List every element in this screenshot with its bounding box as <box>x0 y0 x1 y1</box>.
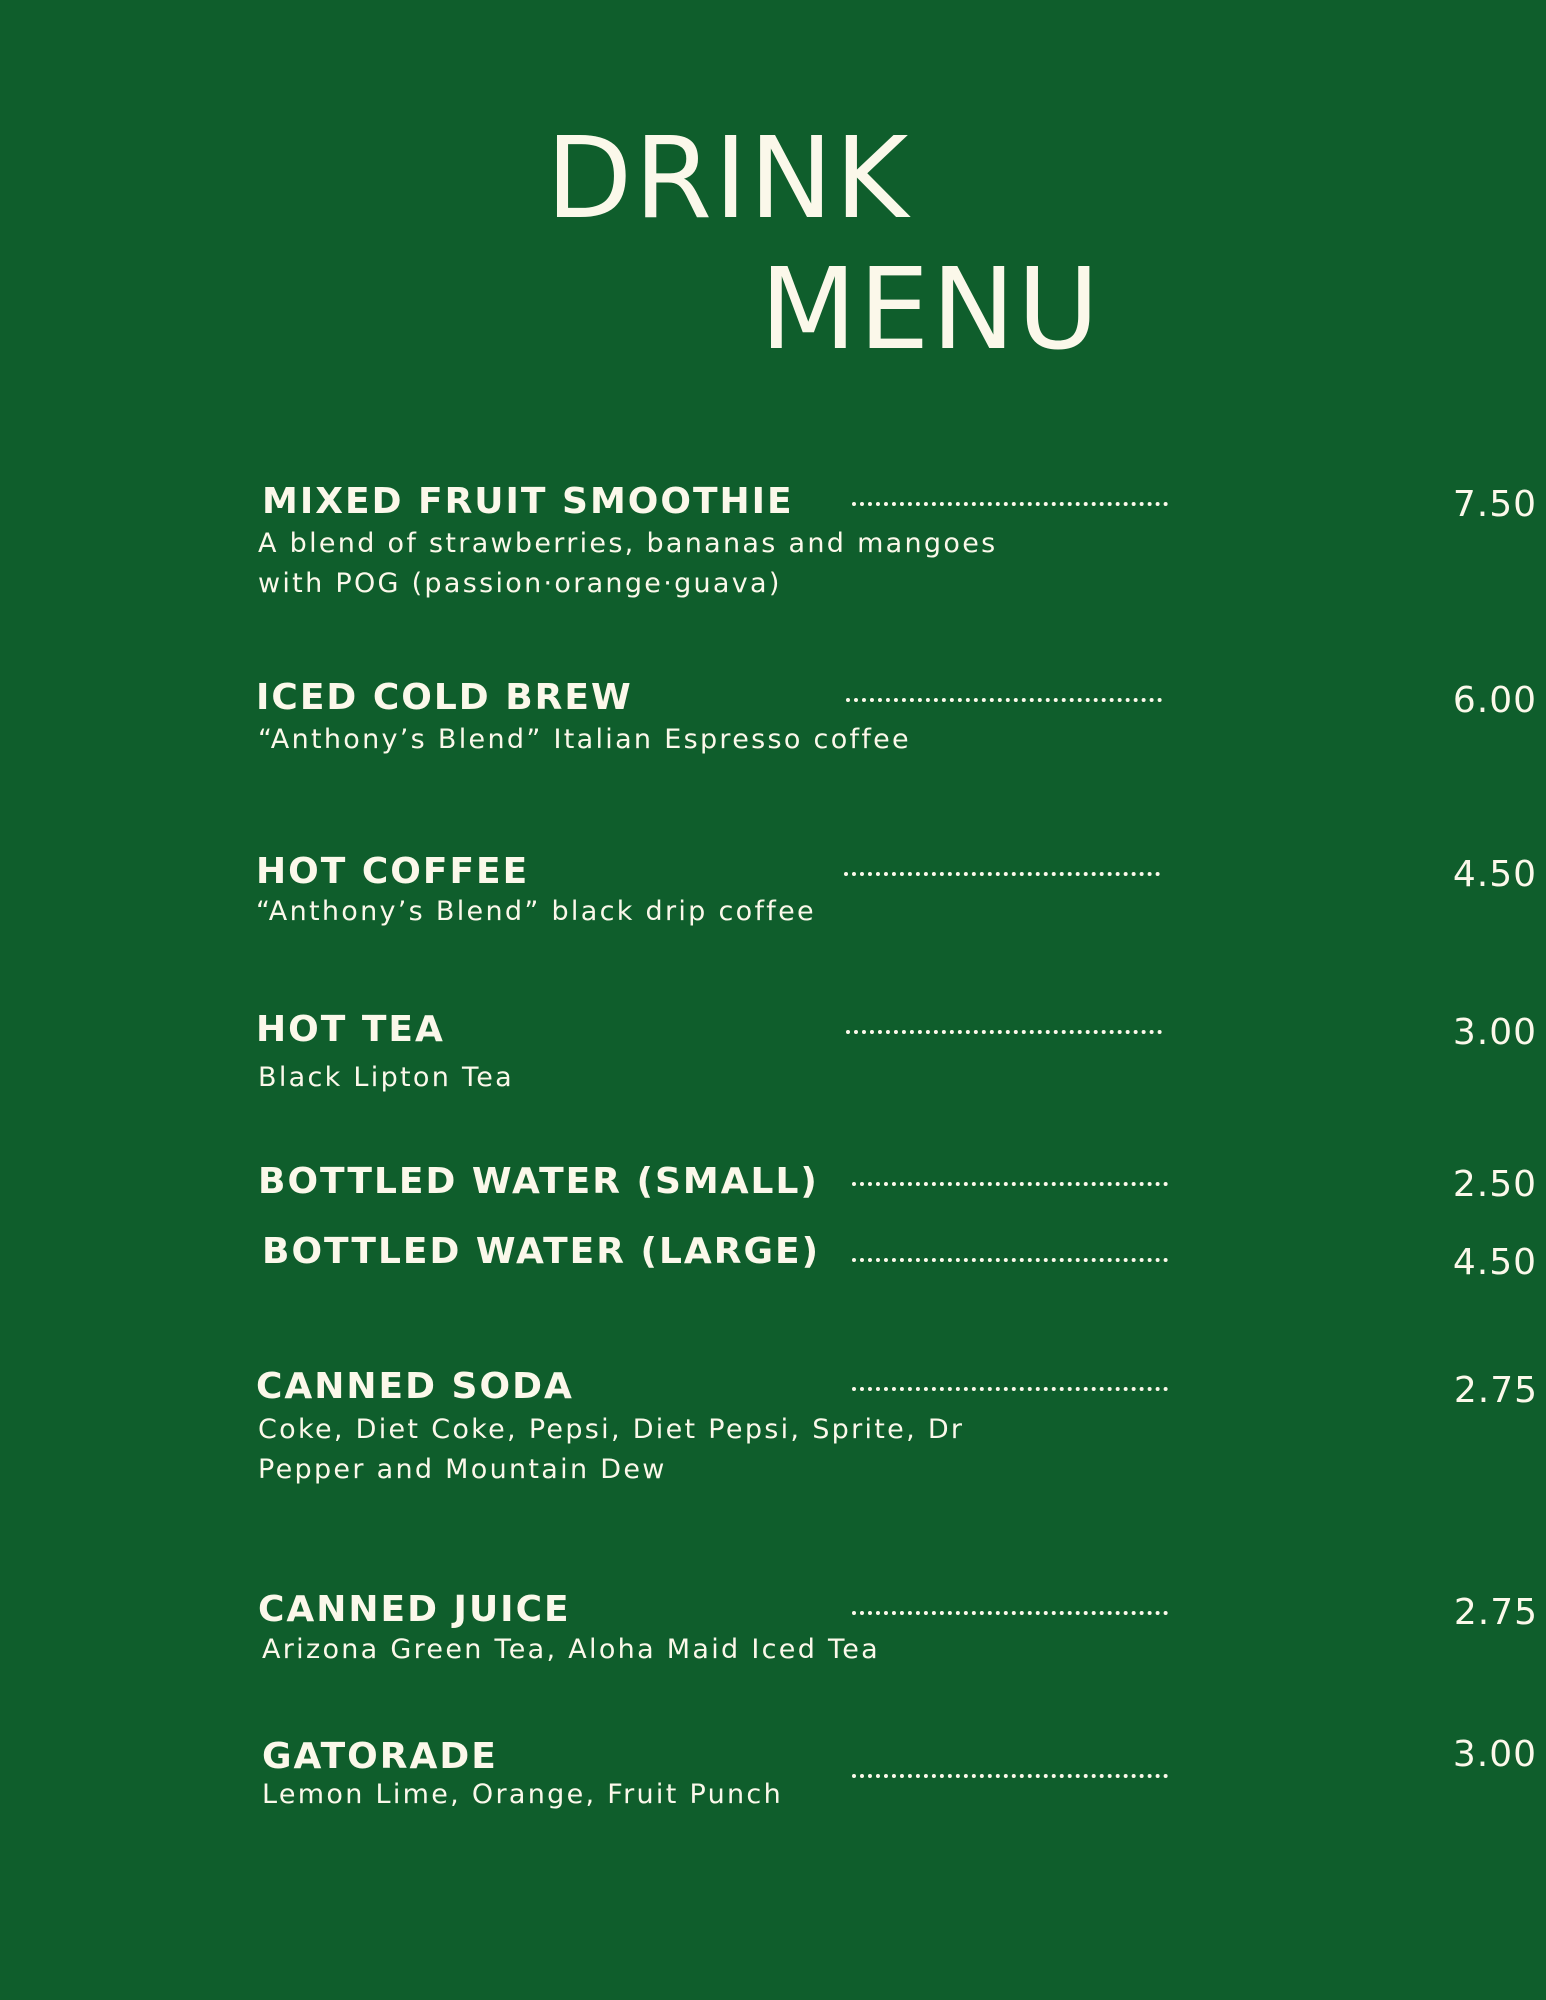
menu-title-drink: DRINK <box>546 114 911 244</box>
menu-item-price: 3.00 <box>1452 1012 1537 1053</box>
dotted-leader <box>852 1182 1168 1186</box>
menu-title-menu: MENU <box>760 245 1102 375</box>
dotted-leader <box>852 1258 1168 1262</box>
menu-item-description: Black Lipton Tea <box>258 1062 514 1093</box>
menu-item-price: 3.00 <box>1452 1734 1537 1775</box>
menu-item-name: MIXED FRUIT SMOOTHIE <box>262 481 794 522</box>
dotted-leader <box>852 1387 1168 1391</box>
menu-item-name: BOTTLED WATER (SMALL) <box>258 1161 819 1202</box>
menu-item-name: CANNED SODA <box>256 1366 574 1407</box>
dotted-leader <box>852 502 1168 506</box>
menu-item-description: Lemon Lime, Orange, Fruit Punch <box>262 1779 783 1810</box>
menu-item-description: Coke, Diet Coke, Pepsi, Diet Pepsi, Sprite, Dr <box>258 1414 965 1445</box>
dotted-leader <box>844 872 1160 876</box>
menu-item-price: 4.50 <box>1452 854 1537 895</box>
menu-item-description: Pepper and Mountain Dew <box>258 1454 667 1485</box>
menu-item-name: CANNED JUICE <box>258 1589 571 1630</box>
menu-item-name: BOTTLED WATER (LARGE) <box>262 1231 821 1272</box>
dotted-leader <box>852 1611 1168 1615</box>
menu-item-price: 4.50 <box>1452 1242 1537 1283</box>
dotted-leader <box>846 1030 1162 1034</box>
dotted-leader <box>852 1774 1168 1778</box>
menu-item-description: A blend of strawberries, bananas and mangoes <box>258 528 998 559</box>
menu-item-price: 2.75 <box>1453 1370 1538 1411</box>
menu-item-price: 7.50 <box>1452 484 1537 525</box>
menu-item-name: ICED COLD BREW <box>256 677 633 718</box>
menu-item-price: 2.75 <box>1453 1592 1538 1633</box>
dotted-leader <box>846 698 1162 702</box>
menu-item-description: “Anthony’s Blend” black drip coffee <box>256 896 816 927</box>
menu-item-name: HOT TEA <box>256 1009 445 1050</box>
menu-item-name: GATORADE <box>262 1736 498 1777</box>
menu-item-description: with POG (passion·orange·guava) <box>258 568 782 599</box>
menu-item-description: “Anthony’s Blend” Italian Espresso coffee <box>258 724 911 755</box>
menu-item-price: 2.50 <box>1452 1164 1537 1205</box>
menu-item-description: Arizona Green Tea, Aloha Maid Iced Tea <box>262 1634 880 1665</box>
menu-item-name: HOT COFFEE <box>256 851 530 892</box>
menu-item-price: 6.00 <box>1452 680 1537 721</box>
